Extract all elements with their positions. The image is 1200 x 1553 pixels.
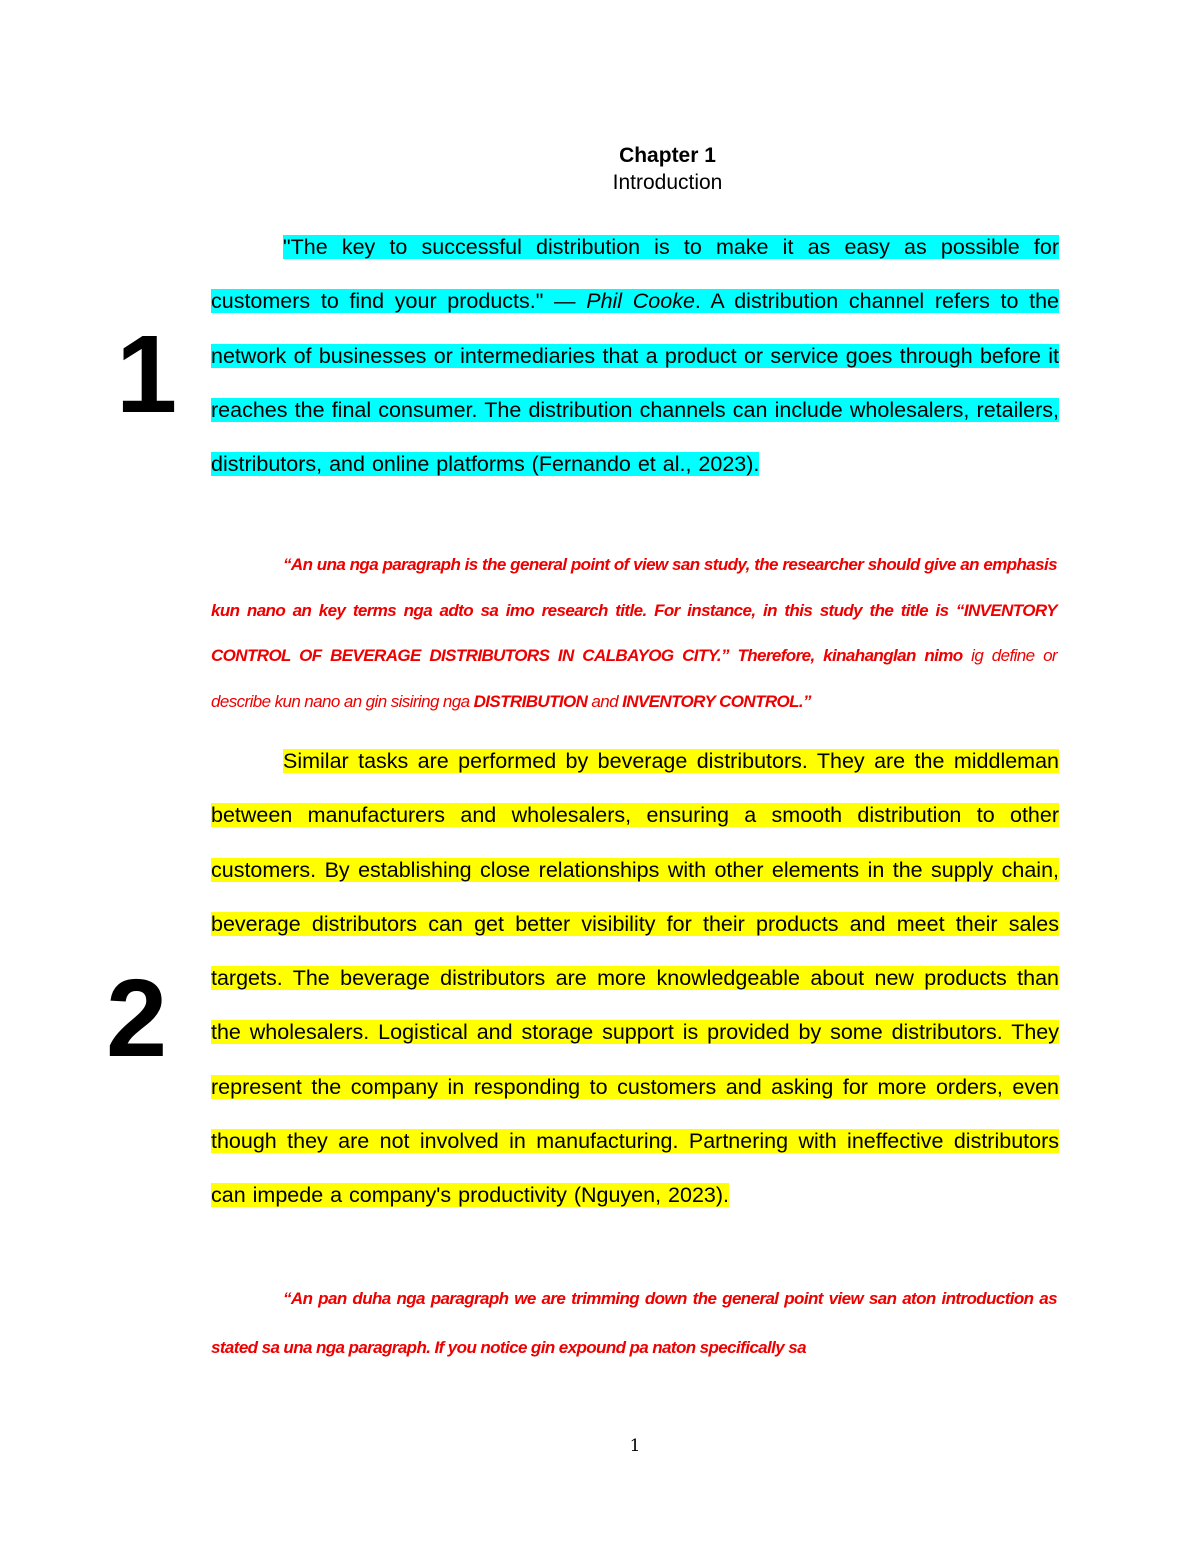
instruction-note-1 bbox=[211, 542, 1057, 724]
note-1-term-distribution: DISTRIBUTION bbox=[473, 691, 588, 711]
section-marker-1: 1 bbox=[116, 313, 178, 436]
quote-text: "The key to successful distribution is to make it as easy as possible for customers to find your products." — bbox=[211, 235, 1059, 314]
section-marker-2: 2 bbox=[106, 957, 168, 1080]
note-1-last-line: ig define or describe kun nano an gin sisiring nga bbox=[211, 646, 1057, 711]
note-1-and: and bbox=[587, 691, 623, 711]
quote-author-name: Phil Cooke bbox=[586, 289, 695, 314]
page-number: 1 bbox=[629, 1436, 641, 1456]
chapter-subtitle: Introduction bbox=[612, 171, 723, 194]
title-block bbox=[0, 142, 1200, 196]
quote-author bbox=[586, 289, 695, 313]
instruction-note-2 bbox=[211, 1274, 1057, 1372]
paragraph-1-body: . A distribution channel refers to the network of businesses or intermediaries that a product or service goes through before it reaches the final consumer. The distribution channels can include wholesalers, retailers, distributors, and online platforms (Fernando et al., 2023). bbox=[211, 289, 1059, 477]
chapter-title: Chapter 1 bbox=[619, 144, 716, 167]
note-2-text: “An pan duha nga paragraph we are trimming down the general point view san aton introduction as stated sa una nga paragraph. If you notice gin expound pa naton specifically sa bbox=[211, 1289, 1057, 1357]
introduction-paragraph-2 bbox=[211, 734, 1059, 1223]
note-1-term-inventory: INVENTORY CONTROL.” bbox=[622, 691, 811, 711]
paragraph-2-text: Similar tasks are performed by beverage distributors. They are the middleman between manufacturers and wholesalers, ensuring a smooth distribution to other customers. By establishing close relationships with other elements in the supply chain, beverage distributors can get better visibility for their products and meet their sales targets. The beverage distributors are more knowledgeable about new products than the wholesalers. Logistical and storage support is provided by some distributors. They represent the company in responding to customers and asking for more orders, even though they are not involved in manufacturing. Partnering with ineffective distributors can impede a company's productivity (Nguyen, 2023). bbox=[211, 749, 1059, 1208]
introduction-paragraph-1 bbox=[211, 220, 1059, 491]
note-1-text: “An una nga paragraph is the general point of view san study, the researcher should give an emphasis kun nano an key terms nga adto sa imo research title. For instance, in this study the title is “INVENTORY CONTROL OF BEVERAGE DISTRIBUTORS IN CALBAYOG CITY.” Therefore, kinahanglan nimo bbox=[211, 555, 1057, 666]
